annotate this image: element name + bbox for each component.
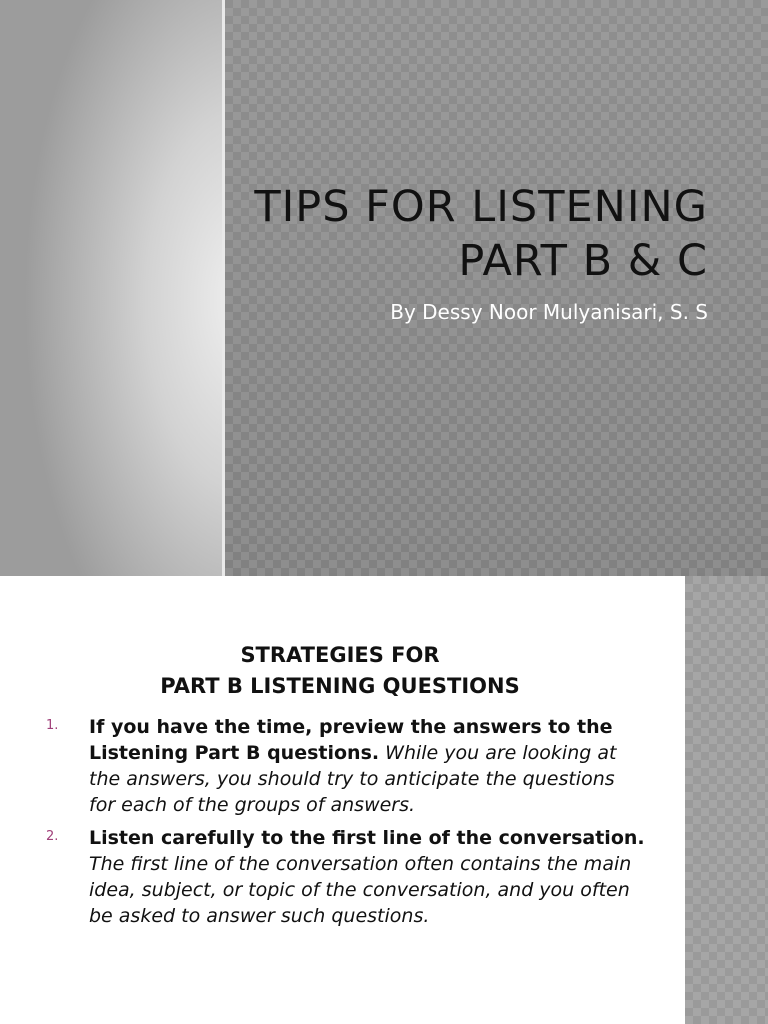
title-line-2: PART B & C: [458, 236, 708, 286]
list-item-text: [89, 825, 646, 929]
heading-line-1: STRATEGIES FOR: [240, 643, 440, 667]
strategies-heading: [60, 640, 620, 702]
list-item-text: [89, 714, 646, 818]
slide-title: [248, 180, 708, 288]
strategies-list: [46, 714, 646, 936]
strategies-slide: [0, 576, 768, 1024]
patterned-panel: [225, 0, 768, 576]
patterned-side-strip: [685, 576, 768, 1024]
list-item-bold-text: Listen carefully to the first line of the conversation.: [89, 827, 645, 849]
list-item-italic-text: The first line of the conversation often contains the main idea, subject, or topic of the conversation, and you often be asked to answer such questions.: [89, 853, 632, 927]
list-item-bold-text: If you have the time, preview the answers to the Listening Part B questions.: [89, 716, 613, 764]
left-gradient-panel: [0, 0, 222, 576]
list-item-italic-text: While you are looking at the answers, you should try to anticipate the questions for each of the groups of answers.: [89, 742, 617, 816]
list-item-number: 1.: [46, 718, 59, 733]
list-item: [46, 825, 646, 929]
list-item: [46, 714, 646, 818]
list-item-number: 2.: [46, 829, 59, 844]
title-line-1: TIPS FOR LISTENING: [254, 182, 708, 232]
slide-subtitle: By Dessy Noor Mulyanisari, S. S: [390, 300, 708, 324]
heading-line-2: PART B LISTENING QUESTIONS: [160, 674, 520, 698]
